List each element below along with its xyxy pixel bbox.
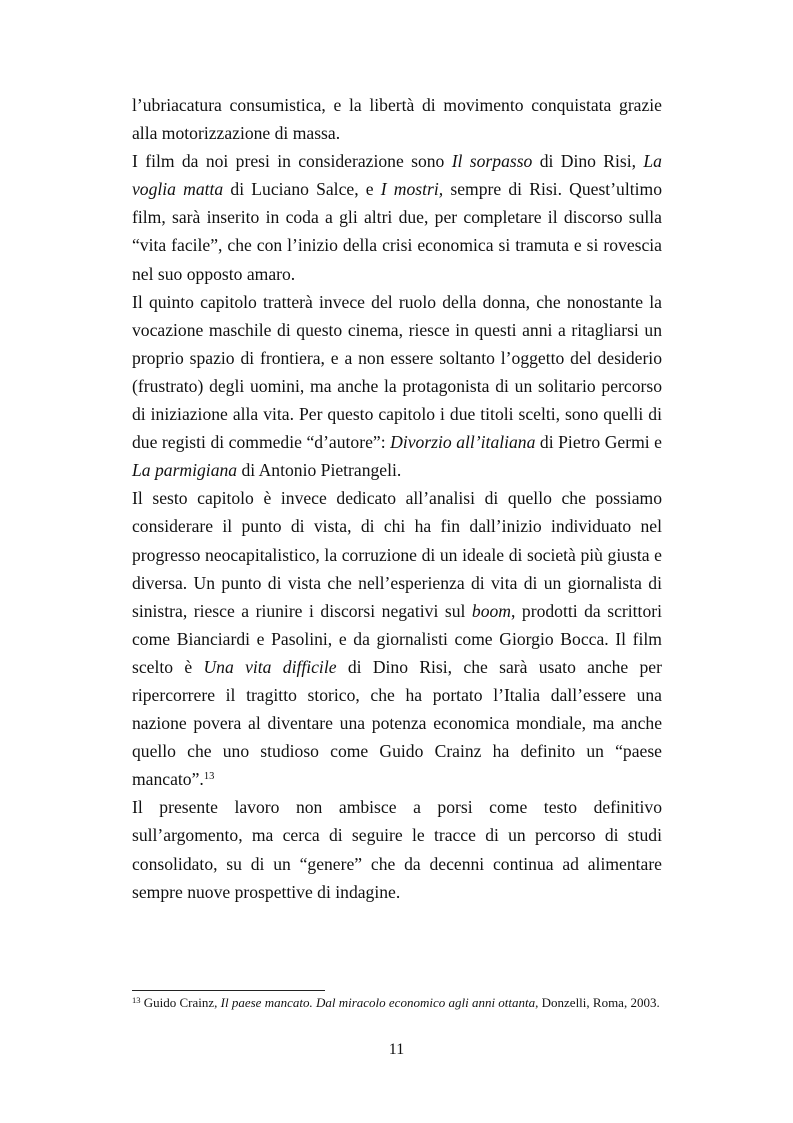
paragraph [132, 484, 662, 793]
text-run: di Antonio Pietrangeli. [237, 460, 402, 481]
italic-title: I mostri, [380, 179, 444, 200]
italic-title: Il sorpasso [451, 151, 533, 172]
body-text [132, 91, 662, 906]
text-run: l’ubriacatura consumistica, e la libertà di movimento conquistata grazie alla motorizzazione di massa. [132, 95, 662, 144]
paragraph [132, 91, 662, 147]
text-run: I film da noi presi in considerazione sono [132, 151, 452, 172]
italic-title: La parmigiana [132, 460, 238, 481]
footnote-reference: 13 [203, 771, 215, 783]
text-run: Il sesto capitolo è invece dedicato all’analisi di quello che possiamo considerare il punto di vista, di chi ha fin dall’inizio individuato nel progresso neocapitalistico, la corruzione di un ideale di società più giusta e diversa. Un punto di vista che nell’esperienza di vita di un giornalista di sinistra, riesce a riunire i discorsi negativi sul [132, 488, 662, 621]
page-number: 11 [388, 1041, 405, 1058]
paragraph [132, 147, 662, 287]
italic-title: Divorzio all’italiana [390, 432, 536, 453]
italic-title: Una vita difficile [203, 656, 337, 677]
italic-title: boom [471, 600, 511, 621]
footnote-author: Guido Crainz, [140, 995, 221, 1010]
text-run: di Pietro Germi e [535, 432, 662, 453]
italic-title: La voglia matta [132, 151, 662, 200]
footnote-publication: , Donzelli, Roma, 2003. [535, 995, 660, 1010]
paragraph [132, 288, 662, 485]
text-run: di Dino Risi, che sarà usato anche per ripercorrere il tragitto storico, che ha portato l’Italia dall’essere una nazione povera al diventare una potenza economica mondiale, ma anche quello che uno studioso come Guido Crainz ha definito un “paese mancato”. [132, 656, 662, 790]
text-run: Il quinto capitolo tratterà invece del ruolo della donna, che nonostante la vocazione maschile di questo cinema, riesce in questi anni a ritagliarsi un proprio spazio di frontiera, e a non essere soltanto l’oggetto del desiderio (frustrato) degli uomini, ma anche la protagonista di un solitario percorso di iniziazione alla vita. Per questo capitolo i due titoli scelti, sono quelli di due registi di commedie “d’autore”: [132, 291, 662, 453]
footnote-title: Il paese mancato. Dal miracolo economico agli anni ottanta [220, 995, 536, 1010]
text-run: Il presente lavoro non ambisce a porsi come testo definitivo sull’argomento, ma cerca di seguire le tracce di un percorso di studi consolidato, su di un “genere” che da decenni continua ad alimentare sempre nuove prospettive di indagine. [132, 797, 662, 902]
text-run: , prodotti da scrittori come Bianciardi e Pasolini, e da giornalisti come Giorgio Bocca. Il film scelto è [132, 600, 662, 677]
text-run: di Luciano Salce, e [223, 179, 381, 200]
footnote-separator [132, 990, 325, 991]
paragraph [132, 793, 662, 905]
footnote-13 [132, 995, 662, 1011]
text-run: sempre di Risi. Quest’ultimo film, sarà inserito in coda a gli altri due, per completare il discorso sulla “vita facile”, che con l’inizio della crisi economica si tramuta e si rovescia nel suo opposto amaro. [132, 179, 662, 284]
footnote-marker: 13 [132, 995, 141, 1005]
text-run: di Dino Risi, [532, 151, 644, 172]
